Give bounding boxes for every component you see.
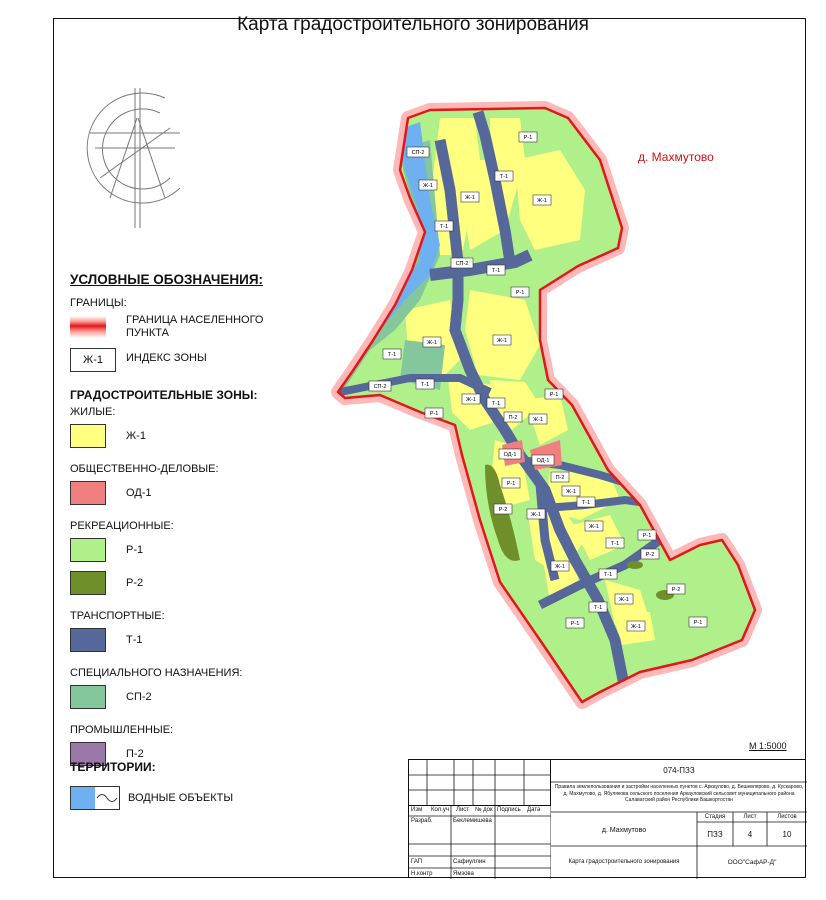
village-label: д. Махмутово (638, 150, 714, 164)
zone-label: Р-1 (642, 533, 652, 539)
legend-swatch (70, 538, 106, 562)
zone-label: Т-1 (439, 224, 449, 230)
sheet-title: д. Махмутово (601, 827, 647, 834)
zone-label: СП-2 (411, 150, 425, 156)
control-role: Н.контр (411, 871, 433, 877)
zone-label: Р-2 (671, 587, 681, 593)
zone-index-sample: Ж-1 (70, 348, 116, 372)
zone-label: Ж-1 (465, 195, 475, 201)
zone-label: Т-1 (610, 541, 620, 547)
company-name: ООО"СафАР-Д" (727, 859, 777, 866)
legend-zone-code: П-2 (126, 748, 144, 760)
zone-label: ОД-1 (503, 452, 517, 458)
legend-group-title: РЕКРЕАЦИОННЫЕ: (70, 520, 174, 532)
drawing-name: Карта градостроительного зонирования (568, 859, 680, 865)
legend-group-title: ТРАНСПОРТНЫЕ: (70, 610, 165, 622)
company-logo (70, 78, 190, 228)
zone-label: Т-1 (387, 352, 397, 358)
zone-label: Т-1 (593, 605, 603, 611)
zone-label: Ж-1 (497, 338, 507, 344)
legend-zone-code: Т-1 (126, 634, 143, 646)
zone-label: СП-2 (455, 261, 469, 267)
legend-swatch (70, 424, 106, 448)
sheet-header: Лист (743, 814, 757, 820)
water-swatch (70, 786, 120, 810)
zone-label: Р-2 (498, 507, 508, 513)
zone-label: Ж-1 (423, 183, 433, 189)
zone-label: Ж-1 (537, 198, 547, 204)
page-title: Карта градостроительного зонирования (237, 14, 589, 35)
zone-label: П-2 (555, 475, 565, 481)
header-kol-uch: Кол.уч (431, 807, 449, 813)
index-legend-label: ИНДЕКС ЗОНЫ (126, 352, 207, 364)
legend-zone-code: Ж-1 (126, 430, 146, 442)
gap-role: ГАП (411, 859, 423, 865)
developer-name: Беклемишева (453, 818, 492, 824)
legend-swatch (70, 628, 106, 652)
zone-label: Ж-1 (533, 417, 543, 423)
stage-header: Стадия (704, 814, 726, 820)
zone-label: Ж-1 (427, 340, 437, 346)
zone-label: Т-1 (581, 500, 591, 506)
boundary-legend-label: ГРАНИЦА НАСЕЛЕННОГО ПУНКТА (126, 314, 264, 339)
zone-label: П-2 (508, 415, 518, 421)
sheet-value: 4 (747, 830, 753, 839)
legend-swatch (70, 481, 106, 505)
zone-label: Р-1 (506, 481, 516, 487)
legend-group-title: ПРОМЫШЛЕННЫЕ: (70, 724, 174, 736)
control-name: Ямзова (453, 871, 474, 877)
legend-group-title: СПЕЦИАЛЬНОГО НАЗНАЧЕНИЯ: (70, 667, 243, 679)
sheets-value: 10 (782, 830, 792, 839)
scale-label: М 1:5000 (749, 741, 787, 751)
gap-name: Сафиуллин (453, 859, 486, 865)
legend-zone-code: СП-2 (126, 691, 152, 703)
zone-label: Р-1 (429, 411, 439, 417)
territories-heading: ТЕРРИТОРИИ: (70, 760, 156, 774)
water-legend-label: ВОДНЫЕ ОБЪЕКТЫ (128, 792, 234, 804)
project-description: Правила землепользования и застройки населенных пунктов с. Аркаулово, д. Бешевлярово, д. Кускарово, д. Махмутово, д. Ябулякова сельского поселения Аркауловский сельсовет муниципального района Салаватский район Республики Башкортостан (554, 784, 804, 803)
boundary-swatch (70, 316, 106, 338)
zone-label: Р-1 (523, 135, 533, 141)
zone-label: Р-2 (645, 552, 655, 558)
legend-heading: УСЛОВНЫЕ ОБОЗНАЧЕНИЯ: (70, 272, 264, 287)
zone-label: Т-1 (420, 382, 430, 388)
legend-zone-code: ОД-1 (126, 487, 152, 499)
zone-label: Т-1 (499, 174, 509, 180)
header-signature: Подпись (497, 807, 521, 813)
zone-label: Т-1 (603, 572, 613, 578)
legend-swatch (70, 685, 106, 709)
legend-group-title: ЖИЛЫЕ: (70, 406, 116, 418)
legend-zone-code: Р-1 (126, 544, 144, 556)
zone-label: Ж-1 (619, 597, 629, 603)
legend-group-title: ОБЩЕСТВЕННО-ДЕЛОВЫЕ: (70, 463, 219, 475)
developer-role: Разраб. (411, 818, 433, 824)
header-doc: № док (475, 807, 493, 813)
zone-label: Р-1 (549, 392, 559, 398)
project-code: 074-ПЗЗ (663, 766, 695, 775)
zone-label: Ж-1 (566, 489, 576, 495)
header-izm: Изм (411, 807, 423, 813)
zone-label: Т-1 (491, 268, 501, 274)
zone-label: Р-1 (693, 620, 703, 626)
title-block (408, 759, 806, 878)
zone-label: Ж-1 (466, 397, 476, 403)
header-date: Дата (527, 807, 541, 813)
header-list: Лист (456, 807, 470, 813)
revision-area (409, 760, 551, 806)
zone-label: СП-2 (373, 384, 387, 390)
zone-label: Т-1 (491, 401, 501, 407)
legend-borders-heading: ГРАНИЦЫ: (70, 297, 127, 309)
zone-label: Ж-1 (555, 564, 565, 570)
zones-heading: ГРАДОСТРОИТЕЛЬНЫЕ ЗОНЫ: (70, 388, 258, 402)
legend-zone-code: Р-2 (126, 577, 144, 589)
zone-label: Р-1 (570, 621, 580, 627)
zone-label: ОД-1 (536, 458, 550, 464)
zone-label: Ж-1 (631, 624, 641, 630)
legend-swatch (70, 571, 106, 595)
zone-label: Р-1 (515, 290, 525, 296)
stage-value: ПЗЗ (707, 830, 723, 839)
zone-label: Ж-1 (589, 524, 599, 530)
sheets-header: Листов (777, 814, 797, 820)
zone-label: Ж-1 (531, 512, 541, 518)
